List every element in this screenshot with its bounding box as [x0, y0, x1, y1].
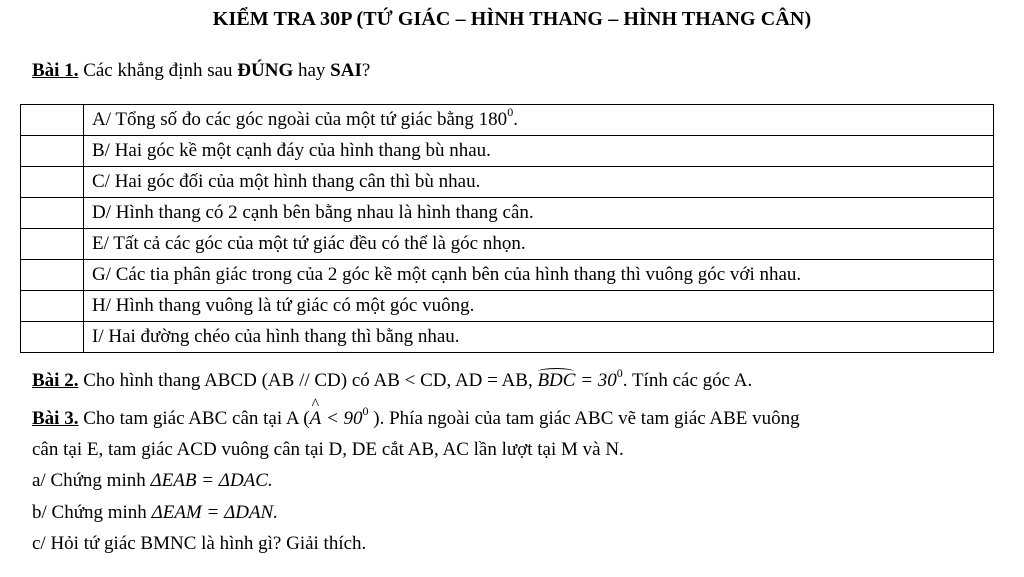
bai1-sai: SAI [330, 60, 362, 81]
answer-cell[interactable] [21, 136, 84, 167]
statement-cell: H/ Hình thang vuông là tứ giác có một góc vuông. [84, 291, 994, 322]
answer-cell[interactable] [21, 260, 84, 291]
angle-a: ^ A [310, 408, 322, 430]
part-a-label: a/ Chứng minh [32, 470, 151, 491]
bai1-text-a: Các khẳng định sau [78, 60, 238, 81]
bai3-paragraph-line1 [32, 404, 800, 430]
bai2-eq: = 30 [575, 370, 617, 391]
table-row [21, 229, 994, 260]
table-row [21, 198, 994, 229]
bai3-cond: < 90 [321, 408, 363, 429]
bai2-text-b: . Tính các góc A. [622, 370, 753, 391]
answer-cell[interactable] [21, 322, 84, 353]
bai3-part-a [32, 470, 273, 492]
bai1-dung: ĐÚNG [237, 60, 294, 81]
bai3-part-b [32, 502, 278, 524]
bai1-text-c: ? [361, 60, 371, 81]
degree-sup: 0 [362, 404, 369, 418]
answer-cell[interactable] [21, 229, 84, 260]
part-a-expr: ΔEAB = ΔDAC. [150, 470, 273, 491]
true-false-table [20, 104, 994, 353]
bai3-part-c: c/ Hỏi tứ giác BMNC là hình gì? Giải thích. [32, 533, 367, 554]
part-b-label: b/ Chứng minh [32, 502, 152, 523]
bai1-text-b: hay [293, 60, 331, 81]
part-b-expr: ΔEAM = ΔDAN. [151, 502, 278, 523]
statement-cell: G/ Các tia phân giác trong của 2 góc kề một cạnh bên của hình thang thì vuông góc với nhau. [84, 260, 994, 291]
bai2-paragraph [32, 366, 753, 392]
bai1-label: Bài 1. [32, 60, 79, 81]
answer-cell[interactable] [21, 105, 84, 136]
bai3-text-a: Cho tam giác ABC cân tại A ( [78, 408, 310, 429]
table-row [21, 291, 994, 322]
bai3-text-b: ). Phía ngoài của tam giác ABC vẽ tam giác ABE vuông [368, 408, 800, 429]
bai3-label: Bài 3. [32, 408, 79, 429]
angle-bdc: BDC [537, 370, 576, 391]
statement-cell: A/ Tổng số đo các góc ngoài của một tứ giác bằng $180^0$. [84, 105, 994, 136]
statement-cell: E/ Tất cả các góc của một tứ giác đều có thể là góc nhọn. [84, 229, 994, 260]
table-row [21, 136, 994, 167]
statement-cell: I/ Hai đường chéo của hình thang thì bằng nhau. [84, 322, 994, 353]
answer-cell[interactable] [21, 167, 84, 198]
bai2-text-a: Cho hình thang ABCD (AB // CD) có AB < CD, AD = AB, [78, 370, 538, 391]
answer-cell[interactable] [21, 291, 84, 322]
bai2-label: Bài 2. [32, 370, 79, 391]
degree-sup: 0 [616, 366, 623, 380]
table-row [21, 167, 994, 198]
bai1-heading [32, 60, 370, 82]
table-row [21, 322, 994, 353]
table-row [21, 105, 994, 136]
bai3-paragraph-line2: cân tại E, tam giác ACD vuông cân tại D, DE cắt AB, AC lần lượt tại M và N. [32, 439, 624, 460]
answer-cell[interactable] [21, 198, 84, 229]
degree-sup: 0 [507, 105, 514, 119]
statement-cell: B/ Hai góc kề một cạnh đáy của hình thang bù nhau. [84, 136, 994, 167]
table-row [21, 260, 994, 291]
page-title: KIỂM TRA 30P (TỨ GIÁC – HÌNH THANG – HÌNH THANG CÂN) [212, 8, 812, 30]
statement-cell: D/ Hình thang có 2 cạnh bên bằng nhau là hình thang cân. [84, 198, 994, 229]
statement-cell: C/ Hai góc đối của một hình thang cân thì bù nhau. [84, 167, 994, 198]
